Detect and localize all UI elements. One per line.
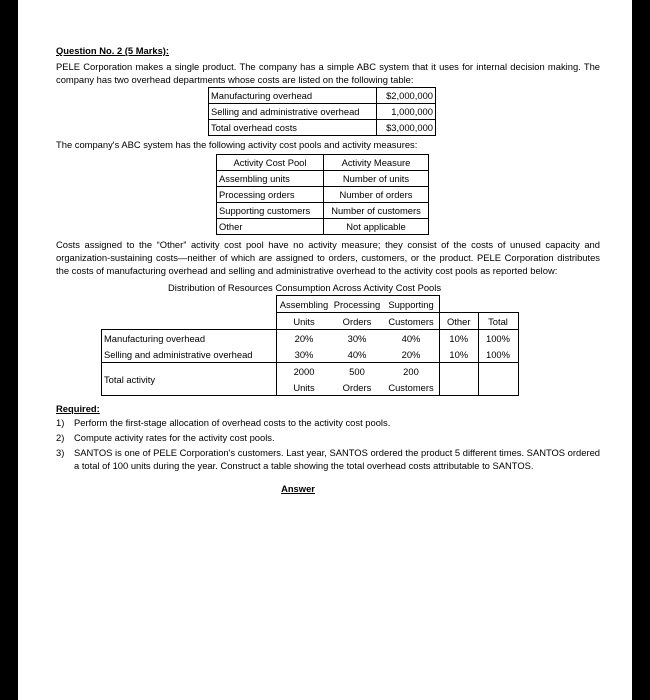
cell-value: 20% bbox=[277, 330, 332, 347]
row-label: Selling and administrative overhead bbox=[102, 346, 277, 363]
table-row bbox=[102, 363, 519, 380]
activity-pools-table bbox=[216, 154, 429, 235]
table-row bbox=[217, 219, 429, 235]
item-number: 2) bbox=[56, 432, 65, 443]
cell-value: 200 bbox=[383, 363, 440, 380]
column-header: Assembling bbox=[277, 296, 332, 313]
column-header: Orders bbox=[331, 313, 383, 330]
pool-measure: Not applicable bbox=[324, 219, 429, 235]
overhead-label: Manufacturing overhead bbox=[209, 88, 377, 104]
item-text: Perform the first-stage allocation of overhead costs to the activity cost pools. bbox=[74, 417, 391, 428]
cell-value: 40% bbox=[347, 348, 367, 360]
question-content bbox=[56, 44, 600, 495]
list-item bbox=[56, 431, 600, 444]
overhead-label: Total overhead costs bbox=[209, 120, 377, 136]
column-header: Processing bbox=[331, 296, 383, 313]
question-title: Question No. 2 (5 Marks): bbox=[56, 45, 170, 56]
table-row bbox=[217, 203, 429, 219]
pool-measure: Number of customers bbox=[324, 203, 429, 219]
column-header: Total bbox=[478, 313, 518, 330]
overhead-value: $3,000,000 bbox=[377, 120, 436, 136]
table-header-row bbox=[102, 296, 519, 313]
cell-value: 30% bbox=[331, 330, 383, 347]
pool-measure: Number of orders bbox=[324, 187, 429, 203]
pool-name: Assembling units bbox=[217, 171, 324, 187]
item-number: 1) bbox=[56, 417, 65, 428]
overhead-value: 1,000,000 bbox=[377, 104, 436, 120]
item-text: Compute activity rates for the activity cost pools. bbox=[74, 432, 275, 443]
row-label: Total activity bbox=[102, 363, 277, 396]
item-number: 3) bbox=[56, 447, 65, 458]
table-row bbox=[217, 187, 429, 203]
required-list bbox=[56, 416, 600, 472]
required-heading: Required: bbox=[56, 403, 100, 414]
intro-paragraph: PELE Corporation makes a single product. The company has a simple ABC system that it uses for internal decision making. The company has two overhead departments whose costs are listed on the following table: bbox=[56, 61, 600, 85]
distribution-paragraph: Costs assigned to the “Other” activity cost pool have no activity measure; they consist of the costs of unused capacity and organization-sustaining costs—neither of which are assigned to orders, customers, or the product. PELE Corporation distributes the costs of manufacturing overhead and selling and administrative overhead to the activity cost pools as reported below: bbox=[56, 239, 600, 276]
distribution-title: Distribution of Resources Consumption Across Activity Cost Pools bbox=[168, 282, 442, 293]
answer-heading: Answer bbox=[281, 483, 315, 494]
table-row bbox=[209, 104, 436, 120]
cell-value: 10% bbox=[440, 346, 479, 363]
distribution-table bbox=[101, 295, 519, 396]
table-row bbox=[102, 346, 519, 363]
cell-value: 40% bbox=[383, 330, 440, 347]
pool-name: Other bbox=[217, 219, 324, 235]
row-label: Manufacturing overhead bbox=[102, 330, 277, 347]
column-header: Other bbox=[440, 313, 479, 330]
cell-value: 500 bbox=[331, 363, 383, 380]
document-page bbox=[18, 0, 632, 700]
column-header: Units bbox=[277, 313, 332, 330]
table-header-row bbox=[217, 155, 429, 171]
overhead-label: Selling and administrative overhead bbox=[209, 104, 377, 120]
list-item bbox=[56, 416, 600, 429]
table-header-row bbox=[102, 313, 519, 330]
cell-value: Units bbox=[277, 379, 332, 396]
pool-measure: Number of units bbox=[324, 171, 429, 187]
column-header: Activity Measure bbox=[324, 155, 429, 171]
pools-intro: The company's ABC system has the following activity cost pools and activity measures: bbox=[56, 139, 418, 150]
cell-value: 100% bbox=[478, 346, 518, 363]
cell-value: 10% bbox=[440, 330, 479, 347]
cell-value: 100% bbox=[478, 330, 518, 347]
cell-value: Orders bbox=[331, 379, 383, 396]
list-item bbox=[56, 446, 600, 472]
table-row bbox=[209, 120, 436, 136]
table-row bbox=[102, 330, 519, 347]
item-text: SANTOS is one of PELE Corporation's customers. Last year, SANTOS ordered the product 5 different times. SANTOS ordered a total of 100 units during the year. Construct a table showing the total overhead costs attributable to SANTOS. bbox=[74, 447, 600, 471]
pool-name: Supporting customers bbox=[217, 203, 324, 219]
column-header: Activity Cost Pool bbox=[217, 155, 324, 171]
cell-value: 30% bbox=[277, 346, 332, 363]
cell-value: 20% bbox=[401, 348, 421, 360]
overhead-value: $2,000,000 bbox=[377, 88, 436, 104]
pool-name: Processing orders bbox=[217, 187, 324, 203]
column-header: Customers bbox=[383, 313, 440, 330]
cell-value: Customers bbox=[383, 379, 440, 396]
column-header: Supporting bbox=[383, 296, 440, 313]
table-row bbox=[209, 88, 436, 104]
overhead-table bbox=[208, 87, 436, 136]
cell-value: 2000 bbox=[277, 363, 332, 380]
table-row bbox=[217, 171, 429, 187]
